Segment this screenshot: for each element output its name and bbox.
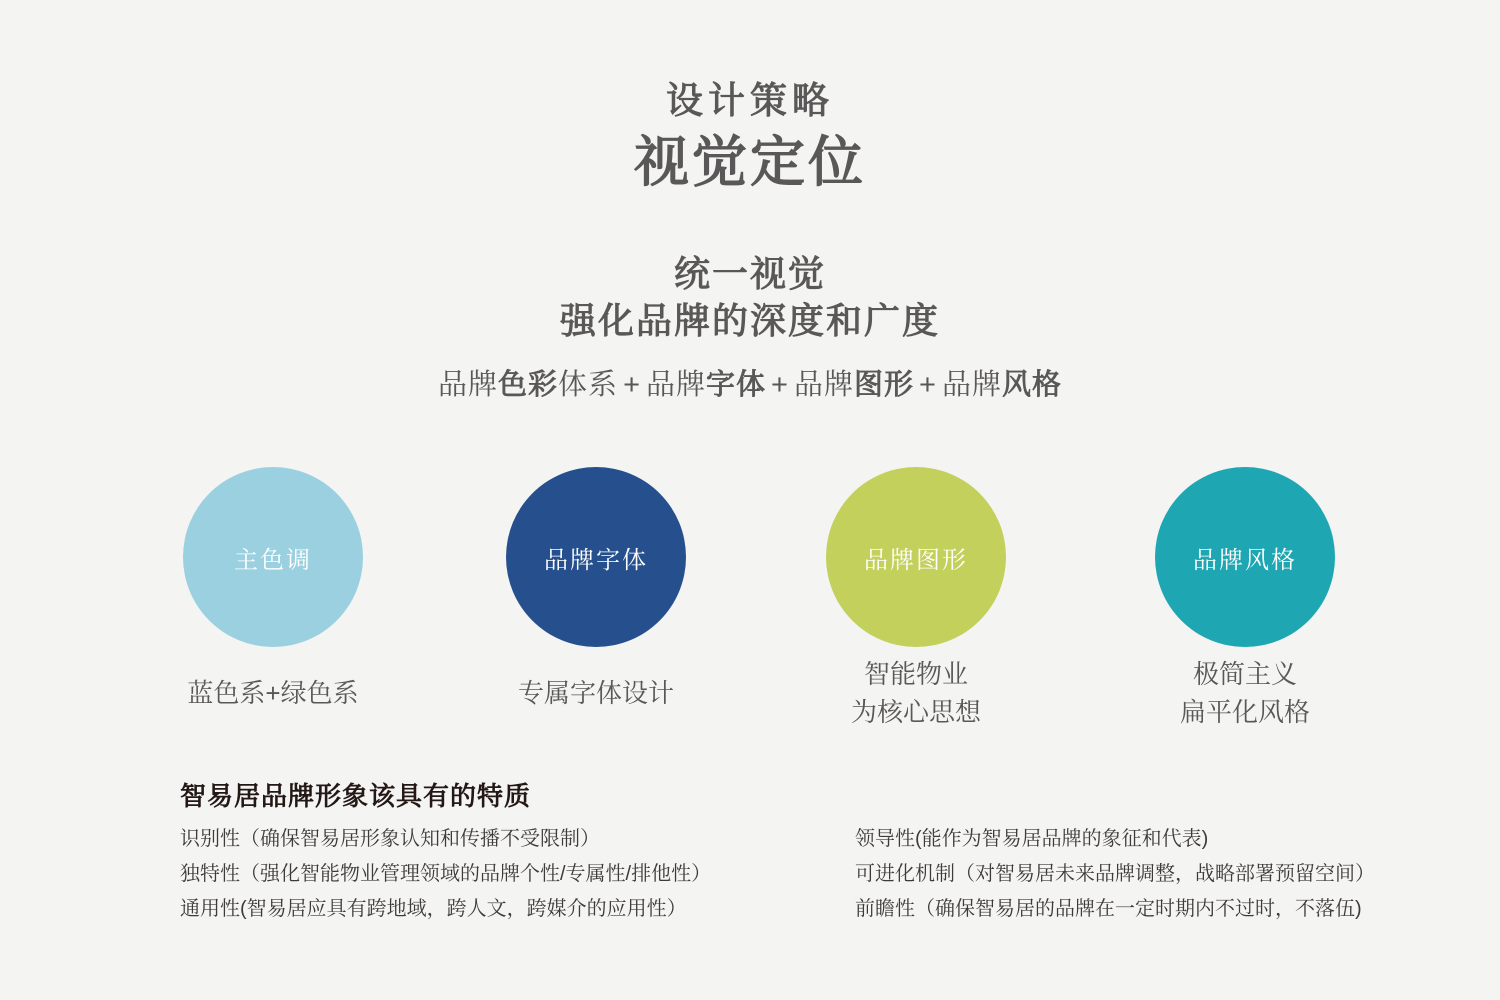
formula-segment: 品牌 [646,369,707,401]
formula-plus: + [623,369,641,401]
formula-segment: 品牌 [941,369,1002,401]
brand-graphic-circle [826,467,1006,647]
statement-line-2: 强化品牌的深度和广度 [559,300,940,341]
statement-line-1: 统一视觉 [673,253,826,294]
pillar-brand-graphic [746,467,1086,731]
formula-segment: 品牌 [793,369,854,401]
pillar-caption-line: 蓝色系+绿色系 [187,678,359,708]
main-color-circle [183,467,363,647]
pillar-label: 品牌图形 [864,546,968,574]
pillar-brand-style [1075,467,1415,731]
formula-segment: 体系 [558,369,619,401]
pillar-caption-line: 为核心思想 [850,697,981,727]
pillar-caption-line: 极简主义 [1192,659,1297,689]
pillar-label: 品牌字体 [544,546,648,574]
trait-item: 领导性(能作为智易居品牌的象征和代表) [855,828,1209,850]
trait-item: 识别性（确保智易居形象认知和传播不受限制） [180,828,600,850]
formula-plus: + [919,369,937,401]
pillar-caption [103,655,443,731]
pillar-label: 主色调 [234,546,312,574]
traits-heading: 智易居品牌形象该具有的特质 [180,781,532,811]
brand-formula [0,362,1500,403]
formula-segment: 色彩 [498,369,559,401]
pillar-label: 品牌风格 [1193,546,1297,574]
pillar-caption-line: 扁平化风格 [1179,697,1310,727]
pillar-caption [746,655,1086,731]
traits-column-right [855,822,1375,927]
brand-style-circle [1155,467,1335,647]
pillar-caption [426,655,766,731]
pillar-brand-font [426,467,766,731]
formula-plus: + [771,369,789,401]
formula-segment: 字体 [706,369,767,401]
trait-item: 可进化机制（对智易居未来品牌调整，战略部署预留空间） [855,863,1375,885]
pillar-caption-line: 智能物业 [863,659,968,689]
brand-font-circle [506,467,686,647]
trait-item: 通用性(智易居应具有跨地域，跨人文，跨媒介的应用性） [180,898,687,920]
page-title: 视觉定位 [633,131,866,193]
trait-item: 前瞻性（确保智易居的品牌在一定时期内不过时，不落伍) [855,898,1362,920]
trait-item: 独特性（强化智能物业管理领域的品牌个性/专属性/排他性） [180,863,712,885]
formula-segment: 图形 [853,369,914,401]
traits-column-left [180,822,711,927]
pillar-caption-line: 专属字体设计 [517,678,674,708]
pillar-caption [1075,655,1415,731]
slide-kicker: 设计策略 [666,80,834,121]
formula-segment: 品牌 [438,369,499,401]
formula-segment: 风格 [1001,369,1062,401]
pillar-main-color [103,467,443,731]
